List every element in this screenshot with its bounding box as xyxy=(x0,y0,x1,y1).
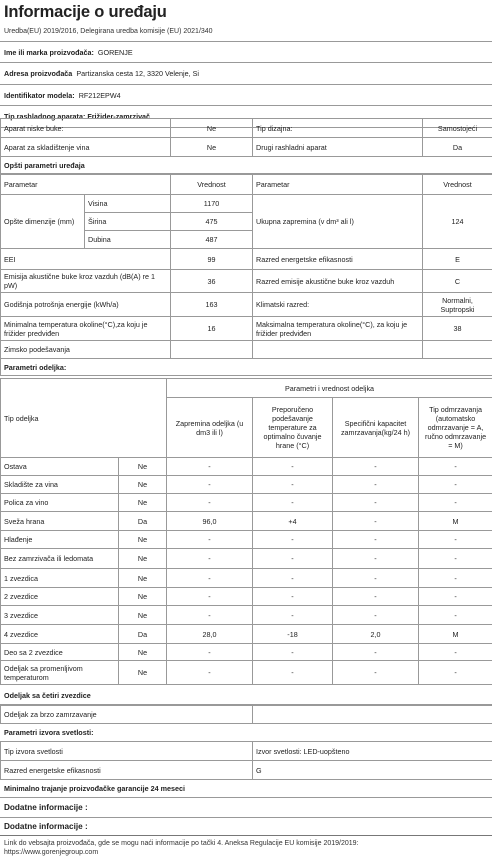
group-header: Parametri i vrednost odeljka xyxy=(167,379,492,398)
compartment-temp: - xyxy=(253,588,333,606)
param-value: 99 xyxy=(171,249,253,270)
compartment-volume: - xyxy=(167,606,253,625)
compartment-present: Ne xyxy=(119,476,167,494)
param-value: 163 xyxy=(171,293,253,317)
col-header-defrost: Tip odmrzavanja (automatsko odmrzavanje = A, ručno odmrzavanje = M) xyxy=(419,398,492,458)
compartment-defrost: - xyxy=(419,588,492,606)
model-row xyxy=(0,85,492,106)
dim-label: Dubina xyxy=(85,231,171,249)
param-label: Klimatski razred: xyxy=(253,293,423,317)
compartment-temp: - xyxy=(253,661,333,685)
row-label: Drugi rashladni aparat xyxy=(253,138,423,157)
compartment-name: Sveža hrana xyxy=(1,512,119,531)
compartment-temp: - xyxy=(253,606,333,625)
compartments-heading: Parametri odeljka: xyxy=(1,359,492,376)
compartment-temp: - xyxy=(253,458,333,476)
compartment-volume: - xyxy=(167,494,253,512)
light-table xyxy=(0,741,492,780)
compartment-capacity: - xyxy=(333,458,419,476)
compartment-capacity: - xyxy=(333,569,419,588)
compartment-name: 3 zvezdice xyxy=(1,606,119,625)
extra-info-row xyxy=(0,798,492,818)
extra-info-label: Dodatne informacije : xyxy=(4,803,88,812)
compartment-name: Ostava xyxy=(1,458,119,476)
compartment-capacity: - xyxy=(333,494,419,512)
compartment-name: Deo sa 2 zvezdice xyxy=(1,644,119,661)
compartment-present: Ne xyxy=(119,549,167,569)
compartment-name: Skladište za vina xyxy=(1,476,119,494)
col-header-param: Parametar xyxy=(1,175,171,195)
warranty-text: Minimalno trajanje proizvođačke garancije 24 meseci xyxy=(4,783,185,793)
dim-value: 475 xyxy=(171,213,253,231)
compartment-defrost: - xyxy=(419,661,492,685)
col-header-param2: Parametar xyxy=(253,175,423,195)
dimensions-label: Opšte dimenzije (mm) xyxy=(1,195,85,249)
fast-freeze-label: Odeljak za brzo zamrzavanje xyxy=(1,706,253,724)
compartment-name: Polica za vino xyxy=(1,494,119,512)
appliance-type-table xyxy=(0,118,492,174)
manufacturer-link[interactable]: https://www.gorenjegroup.com xyxy=(4,849,99,857)
row-label: Aparat niske buke: xyxy=(1,119,171,138)
compartment-capacity: - xyxy=(333,588,419,606)
col-header-temp: Preporučeno podešavanje temperature za optimalno čuvanje hrane (°C) xyxy=(253,398,333,458)
compartment-volume: - xyxy=(167,569,253,588)
param-value: 16 xyxy=(171,317,253,341)
appliance-type-row xyxy=(1,119,492,138)
compartment-capacity: - xyxy=(333,606,419,625)
compartment-capacity: 2,0 xyxy=(333,625,419,644)
col-header-value2: Vrednost xyxy=(423,175,492,195)
light-class-label: Razred energetske efikasnosti xyxy=(1,761,253,780)
extra-info-row xyxy=(0,818,492,836)
compartment-defrost: M xyxy=(419,512,492,531)
compartment-name: 2 zvezdice xyxy=(1,588,119,606)
row-value: Ne xyxy=(171,119,253,138)
table-row xyxy=(1,606,492,625)
row-label: Aparat za skladištenje vina xyxy=(1,138,171,157)
compartment-present: Da xyxy=(119,512,167,531)
table-row xyxy=(1,512,492,531)
compartment-defrost: - xyxy=(419,549,492,569)
table-row xyxy=(1,588,492,606)
table-row xyxy=(1,531,492,549)
compartments-body xyxy=(1,458,492,685)
fast-freeze-value xyxy=(253,706,492,724)
appliance-type-label: Tip rashladnog aparata: Frižider-zamrzivač xyxy=(4,112,151,121)
compartment-defrost: - xyxy=(419,531,492,549)
table-row xyxy=(1,569,492,588)
supplier-name-row xyxy=(0,42,492,63)
general-table xyxy=(0,174,492,376)
compartment-defrost: - xyxy=(419,644,492,661)
compartment-present: Ne xyxy=(119,606,167,625)
model-value: RF212EPW4 xyxy=(78,90,121,100)
compartment-defrost: M xyxy=(419,625,492,644)
compartment-volume: 28,0 xyxy=(167,625,253,644)
dim-value: 487 xyxy=(171,231,253,249)
dim-label: Širina xyxy=(85,213,171,231)
compartment-temp: +4 xyxy=(253,512,333,531)
table-row xyxy=(1,625,492,644)
compartment-capacity: - xyxy=(333,549,419,569)
supplier-address-value: Partizanska cesta 12, 3320 Velenje, Si xyxy=(76,69,199,78)
light-type-value: Izvor svetlosti: LED-uopšteno xyxy=(253,742,492,761)
compartment-defrost: - xyxy=(419,476,492,494)
param-label: Minimalna temperatura okoline(°C),za koju je frižider predviđen xyxy=(1,317,171,341)
light-type-label: Tip izvora svetlosti xyxy=(1,742,253,761)
compartment-name: 1 zvezdica xyxy=(1,569,119,588)
compartment-volume: 96,0 xyxy=(167,512,253,531)
four-star-heading-row xyxy=(0,686,492,705)
table-row xyxy=(1,494,492,512)
param-label: EEI xyxy=(1,249,171,270)
param-value: Normalni, Suptropski xyxy=(423,293,492,317)
model-label: Identifikator modela: xyxy=(4,90,75,100)
compartment-capacity: - xyxy=(333,531,419,549)
supplier-address-row xyxy=(0,63,492,85)
compartments-table xyxy=(0,378,492,685)
table-row xyxy=(1,661,492,685)
general-heading-row xyxy=(1,157,492,174)
compartment-temp: - xyxy=(253,569,333,588)
param-label: Razred emisije akustične buke kroz vazduh xyxy=(253,270,423,293)
warranty-row xyxy=(0,779,492,798)
supplier-name-value: GORENJE xyxy=(97,47,133,57)
volume-label: Ukupna zapremina (v dm³ ali l) xyxy=(253,195,423,249)
col-header-volume: Zapremina odeljka (u dm3 ili l) xyxy=(167,398,253,458)
compartment-capacity: - xyxy=(333,512,419,531)
table-row xyxy=(1,476,492,494)
extra-info-label: Dodatne informacije : xyxy=(4,822,88,831)
compartment-name: Bez zamrzivača ili ledomata xyxy=(1,549,119,569)
compartment-volume: - xyxy=(167,531,253,549)
table-row xyxy=(1,549,492,569)
dim-value: 1170 xyxy=(171,195,253,213)
compartment-temp: - xyxy=(253,494,333,512)
compartment-present: Ne xyxy=(119,569,167,588)
row-label: Tip dizajna: xyxy=(253,119,423,138)
compartment-defrost: - xyxy=(419,458,492,476)
compartment-capacity: - xyxy=(333,476,419,494)
compartment-temp: - xyxy=(253,644,333,661)
page-title: Informacije o uređaju xyxy=(4,3,167,21)
col-header-value: Vrednost xyxy=(171,175,253,195)
empty-cell xyxy=(423,341,492,359)
param-label: Razred energetske efikasnosti xyxy=(253,249,423,270)
winter-label: Zimsko podešavanja xyxy=(1,341,171,359)
compartment-temp: - xyxy=(253,476,333,494)
light-class-value: G xyxy=(253,761,492,780)
compartment-present: Ne xyxy=(119,661,167,685)
empty-cell xyxy=(253,341,423,359)
compartment-volume: - xyxy=(167,458,253,476)
compartment-name: 4 zvezdice xyxy=(1,625,119,644)
param-value: 38 xyxy=(423,317,492,341)
supplier-name-label: Ime ili marka proizvođača: xyxy=(4,47,94,57)
param-label: Godišnja potrošnja energije (kWh/a) xyxy=(1,293,171,317)
compartment-defrost: - xyxy=(419,494,492,512)
col-header-capacity: Specifični kapacitet zamrzavanja(kg/24 h) xyxy=(333,398,419,458)
winter-value xyxy=(171,341,253,359)
footer-text: Link do vebsajta proizvođača, gde se mogu naći informacije po tački 4. Aneksa Regulacije EU komisije 2019/2019: xyxy=(4,840,359,847)
param-value: 36 xyxy=(171,270,253,293)
param-label: Maksimalna temperatura okoline(°C), za koju je frižider predviđen xyxy=(253,317,423,341)
row-value: Ne xyxy=(171,138,253,157)
footer xyxy=(4,839,490,858)
compartment-defrost: - xyxy=(419,569,492,588)
compartment-present: Ne xyxy=(119,494,167,512)
param-value: C xyxy=(423,270,492,293)
four-star-heading: Odeljak sa četiri zvezdice xyxy=(4,690,91,700)
row-value: Samostojeći xyxy=(423,119,492,138)
supplier-address-label: Adresa proizvođača xyxy=(4,69,73,78)
general-heading: Opšti parametri uređaja xyxy=(1,157,492,174)
compartment-present: Ne xyxy=(119,458,167,476)
compartment-temp: - xyxy=(253,549,333,569)
dim-label: Visina xyxy=(85,195,171,213)
compartment-name: Odeljak sa promenljivom temperaturom xyxy=(1,661,119,685)
volume-value: 124 xyxy=(423,195,492,249)
compartment-volume: - xyxy=(167,661,253,685)
page-subtitle: Uredba(EU) 2019/2016, Delegirana uredba komisije (EU) 2021/340 xyxy=(4,28,213,35)
compartment-present: Ne xyxy=(119,531,167,549)
compartment-capacity: - xyxy=(333,661,419,685)
compartment-present: Ne xyxy=(119,644,167,661)
compartment-present: Ne xyxy=(119,588,167,606)
compartment-present: Da xyxy=(119,625,167,644)
compartment-volume: - xyxy=(167,588,253,606)
compartment-volume: - xyxy=(167,644,253,661)
appliance-type-row xyxy=(1,138,492,157)
compartment-defrost: - xyxy=(419,606,492,625)
compartment-volume: - xyxy=(167,549,253,569)
compartment-volume: - xyxy=(167,476,253,494)
col-header-type: Tip odeljka xyxy=(1,379,167,458)
light-heading: Parametri izvora svetlosti: xyxy=(4,727,94,737)
param-label: Emisija akustične buke kroz vazduh (dB(A) re 1 pW) xyxy=(1,270,171,293)
row-value: Da xyxy=(423,138,492,157)
compartment-temp: - xyxy=(253,531,333,549)
four-star-table xyxy=(0,705,492,724)
compartment-capacity: - xyxy=(333,644,419,661)
compartment-name: Hlađenje xyxy=(1,531,119,549)
param-value: E xyxy=(423,249,492,270)
light-heading-row xyxy=(0,723,492,742)
table-row xyxy=(1,644,492,661)
table-row xyxy=(1,458,492,476)
compartment-temp: -18 xyxy=(253,625,333,644)
